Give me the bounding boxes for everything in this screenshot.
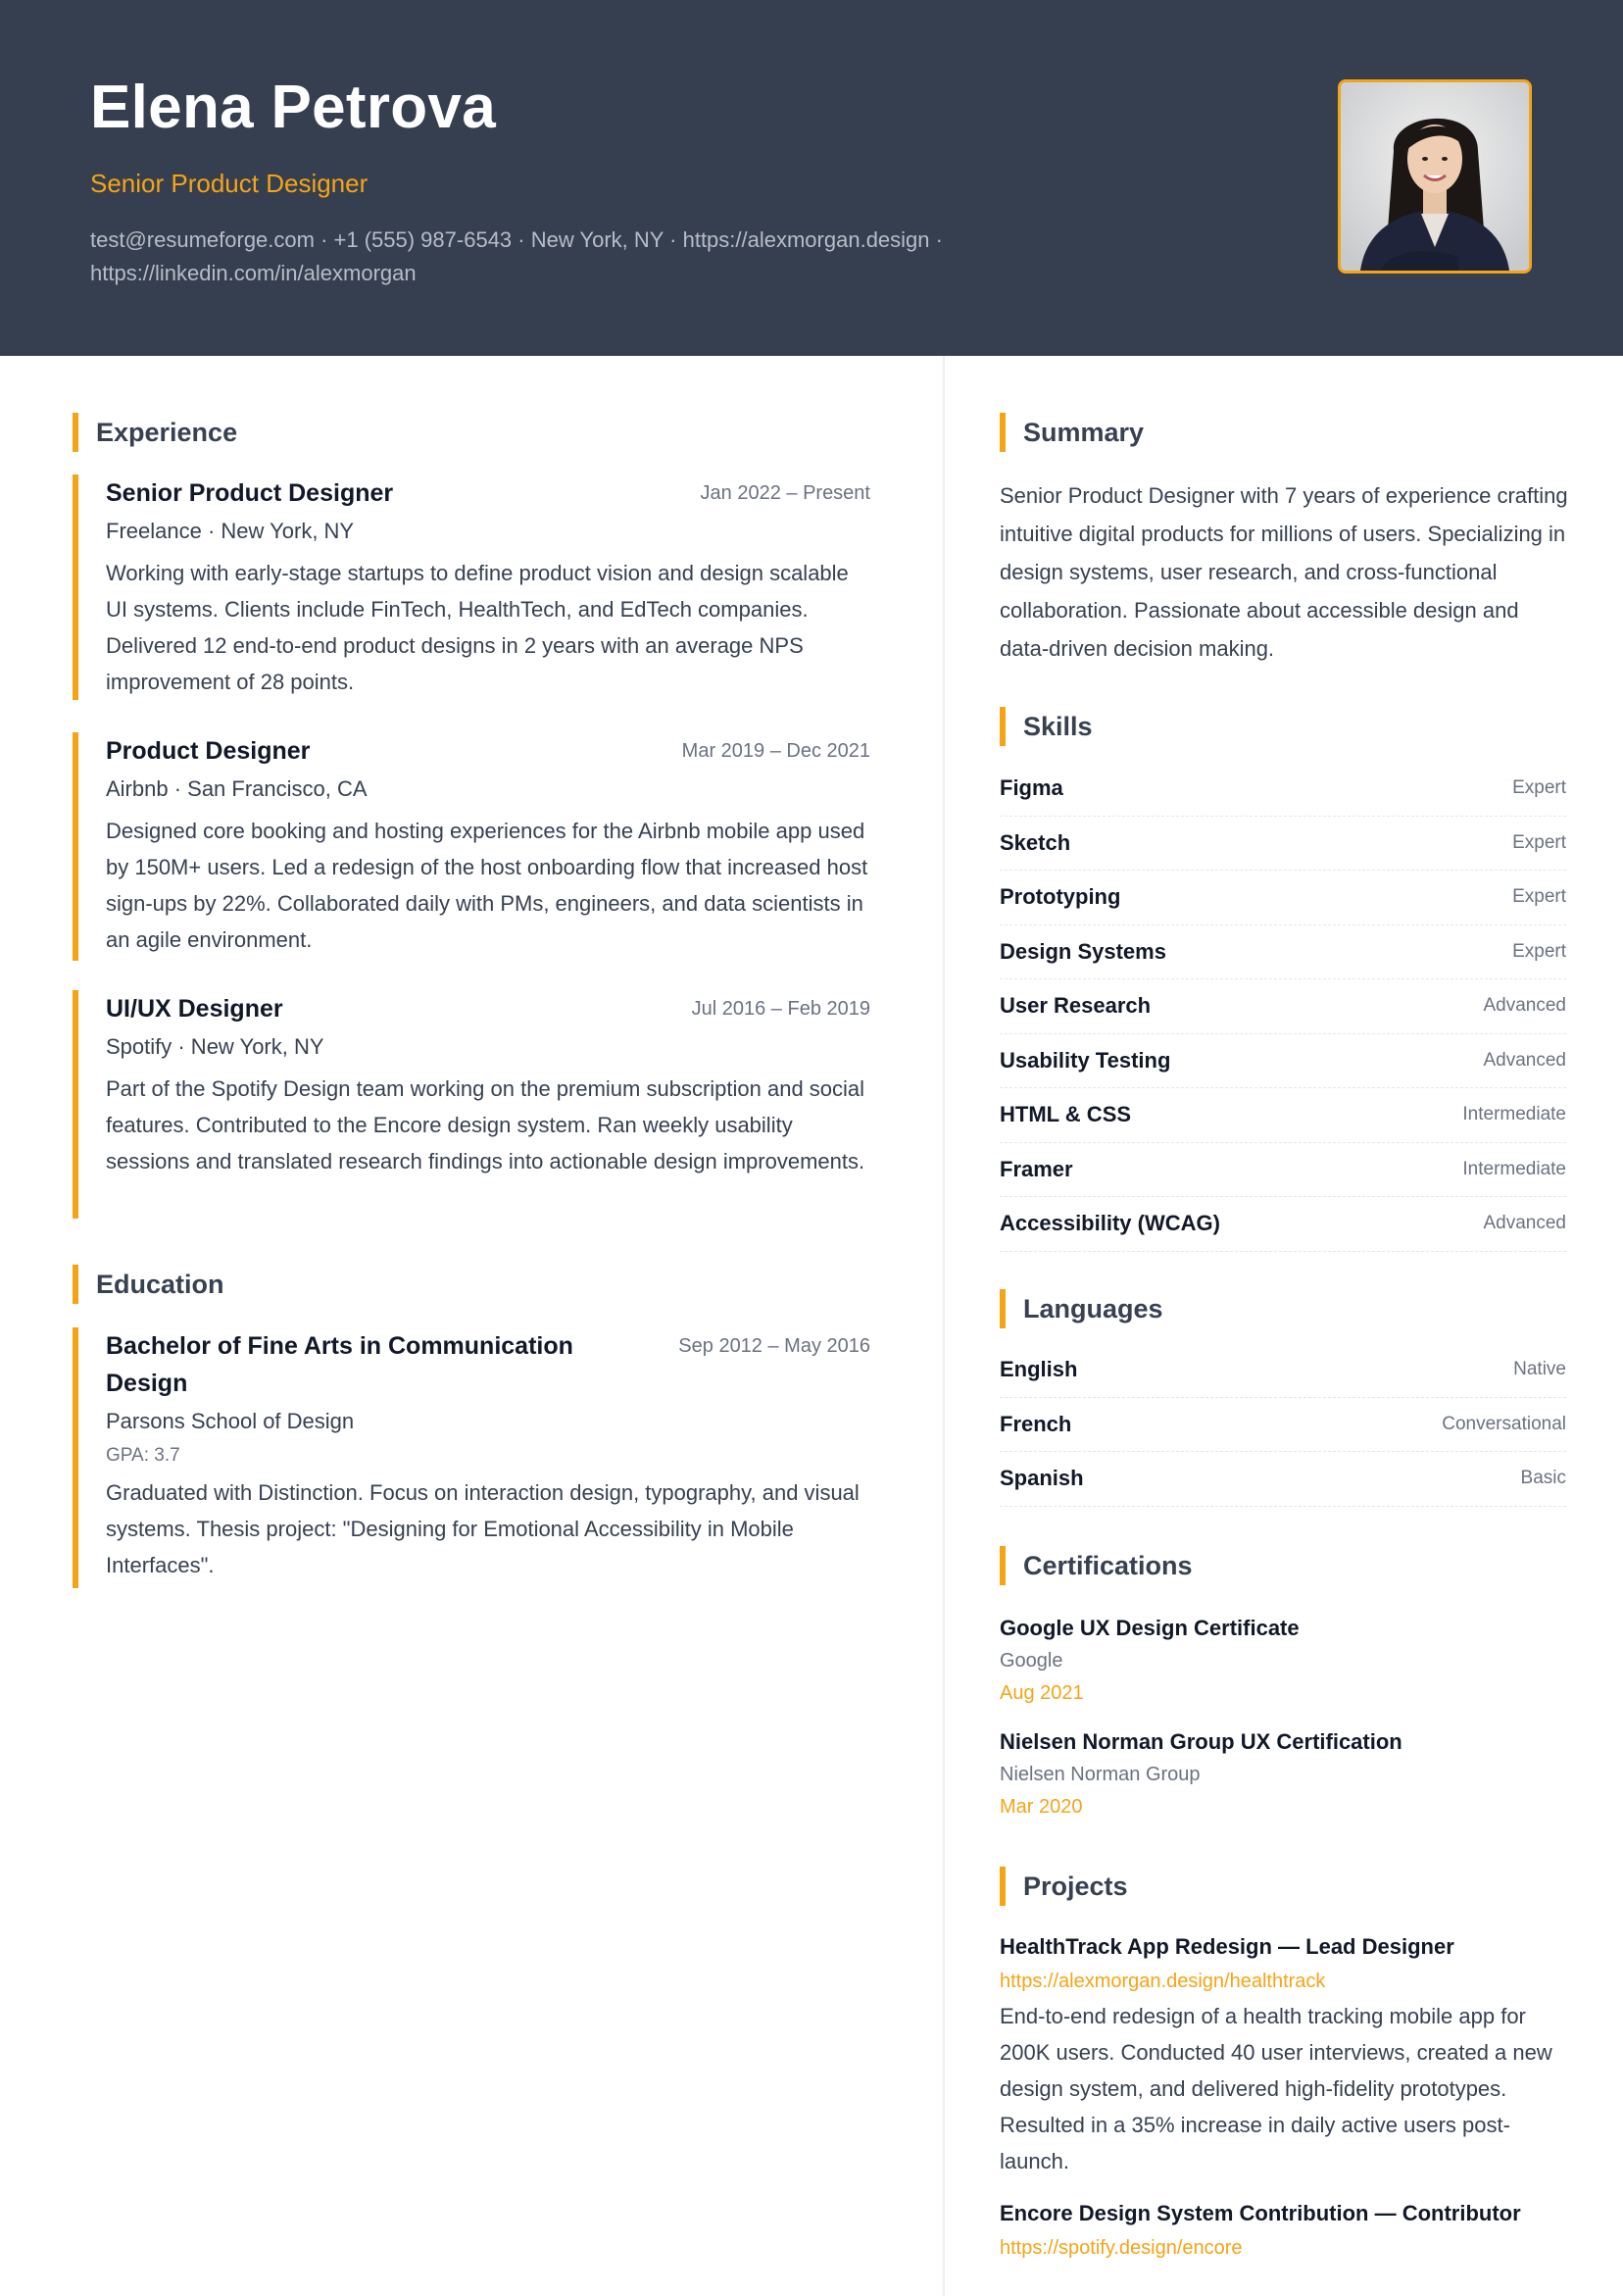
skill-row: [1000, 1034, 1566, 1089]
skill-level: Expert: [1512, 831, 1566, 853]
resume-header: [0, 0, 1623, 356]
projects-heading: Projects: [1000, 1867, 1128, 1906]
job-description: Working with early-stage startups to define product vision and design scalable UI systems. Clients include FinTech, HealthTech, and EdTech companies. Delivered 12 end-to-end product designs in 2 years with an average NPS improvement of 28 points.: [106, 561, 849, 694]
project-name: Encore Design System Contribution — Contributor: [1000, 2201, 1521, 2225]
job-company: Freelance · New York, NY: [106, 519, 355, 543]
skill-level: Expert: [1512, 886, 1566, 908]
language-name: French: [1000, 1411, 1072, 1436]
project-name: HealthTrack App Redesign — Lead Designer: [1000, 1934, 1454, 1959]
school-name: Parsons School of Design: [106, 1409, 355, 1433]
certification-item: [1000, 1725, 1588, 1823]
job-company: Spotify · New York, NY: [106, 1034, 324, 1059]
experience-heading: Experience: [73, 413, 237, 452]
skill-row: [1000, 1143, 1566, 1198]
experience-entry: [73, 474, 870, 700]
language-name: Spanish: [1000, 1466, 1084, 1491]
contact-line: https://linkedin.com/in/alexmorgan: [90, 261, 417, 285]
project-description: End-to-end redesign of a health tracking mobile app for 200K users. Conducted 40 user interviews, created a new design system, and delivered high-fidelity prototypes. Resulted in a 35% increase in daily active users post-launch.: [1000, 2004, 1552, 2173]
languages-list: [1000, 1343, 1566, 1507]
certification-name: Google UX Design Certificate: [1000, 1616, 1300, 1640]
certification-issuer: Nielsen Norman Group: [1000, 1764, 1201, 1785]
experience-entry: [73, 732, 870, 961]
skill-name: Figma: [1000, 775, 1063, 801]
skill-row: [1000, 762, 1566, 817]
skill-row: [1000, 817, 1566, 872]
skill-name: Design Systems: [1000, 938, 1166, 964]
skill-name: Sketch: [1000, 829, 1071, 855]
skill-row: [1000, 979, 1566, 1034]
language-level: Basic: [1520, 1468, 1566, 1489]
job-description: Part of the Spotify Design team working on the premium subscription and social features. Contributed to the Encore design system. Ran weekly usability sessions and translated research findings into actionable design improvements.: [106, 1076, 865, 1173]
education-description: Graduated with Distinction. Focus on interaction design, typography, and visual systems. Thesis project: "Designing for Emotional Accessibility in Mobile Interfaces".: [106, 1480, 860, 1577]
skill-row: [1000, 871, 1566, 925]
certification-name: Nielsen Norman Group UX Certification: [1000, 1729, 1402, 1754]
skill-level: Advanced: [1483, 1213, 1566, 1234]
skill-name: HTML & CSS: [1000, 1102, 1132, 1127]
job-title: Senior Product Designer: [106, 479, 394, 507]
skill-name: Accessibility (WCAG): [1000, 1211, 1220, 1236]
column-divider: [943, 356, 945, 2296]
job-dates: Jan 2022 – Present: [700, 482, 870, 504]
skill-row: [1000, 925, 1566, 980]
project-link[interactable]: https://alexmorgan.design/healthtrack: [1000, 1971, 1326, 1992]
job-title: Product Designer: [106, 737, 311, 765]
summary-text: Senior Product Designer with 7 years of experience crafting intuitive digital products for millions of users. Specializing in design systems, user research, and cross-functional collaboration. Passionate about accessible design and data-driven decision making.: [1000, 483, 1568, 661]
certification-date: Aug 2021: [1000, 1682, 1084, 1704]
job-dates: Mar 2019 – Dec 2021: [681, 740, 870, 762]
summary-heading: Summary: [1000, 413, 1144, 452]
profile-photo: [1338, 79, 1532, 274]
job-description: Designed core booking and hosting experiences for the Airbnb mobile app used by 150M+ users. Led a redesign of the host onboarding flow that increased host sign-ups by 22%. Collaborated daily with PMs, engineers, and data scientists in an agile environment.: [106, 819, 868, 952]
language-level: Conversational: [1442, 1413, 1566, 1434]
language-name: English: [1000, 1357, 1078, 1382]
job-dates: Jul 2016 – Feb 2019: [691, 998, 870, 1020]
skill-row: [1000, 1088, 1566, 1143]
skill-row: [1000, 1197, 1566, 1252]
languages-heading: Languages: [1000, 1289, 1163, 1328]
skill-name: User Research: [1000, 993, 1152, 1019]
job-title: UI/UX Designer: [106, 995, 283, 1023]
certification-item: [1000, 1612, 1588, 1710]
skill-level: Advanced: [1483, 995, 1566, 1017]
candidate-name: Elena Petrova: [90, 74, 496, 141]
skill-level: Advanced: [1483, 1049, 1566, 1071]
project-link[interactable]: https://spotify.design/encore: [1000, 2237, 1243, 2259]
skills-heading: Skills: [1000, 707, 1093, 746]
degree-title: Bachelor of Fine Arts in Communication Design: [106, 1332, 573, 1397]
project-item: [1000, 2196, 1578, 2265]
contact-line: test@resumeforge.com · +1 (555) 987-6543 · New York, NY · https://alexmorgan.design ·: [90, 227, 943, 252]
portrait-image: [1341, 82, 1529, 271]
skills-list: [1000, 762, 1566, 1252]
skill-name: Prototyping: [1000, 884, 1121, 910]
education-heading: Education: [73, 1265, 224, 1304]
language-row: [1000, 1343, 1566, 1398]
skill-level: Expert: [1512, 777, 1566, 799]
contact-info: [90, 224, 1031, 290]
skill-level: Intermediate: [1462, 1104, 1566, 1125]
certification-date: Mar 2020: [1000, 1796, 1083, 1818]
certifications-heading: Certifications: [1000, 1546, 1193, 1585]
skill-level: Expert: [1512, 940, 1566, 962]
candidate-role: Senior Product Designer: [90, 169, 369, 198]
skill-name: Framer: [1000, 1156, 1073, 1181]
education-entry: [73, 1327, 870, 1588]
experience-entry: [73, 990, 870, 1219]
project-item: [1000, 1929, 1578, 2179]
language-level: Native: [1513, 1359, 1566, 1380]
education-dates: Sep 2012 – May 2016: [678, 1335, 870, 1357]
job-company: Airbnb · San Francisco, CA: [106, 776, 368, 801]
certification-issuer: Google: [1000, 1650, 1063, 1672]
skill-level: Intermediate: [1462, 1158, 1566, 1179]
skill-name: Usability Testing: [1000, 1047, 1171, 1073]
language-row: [1000, 1398, 1566, 1453]
language-row: [1000, 1452, 1566, 1507]
gpa: GPA: 3.7: [106, 1445, 180, 1466]
